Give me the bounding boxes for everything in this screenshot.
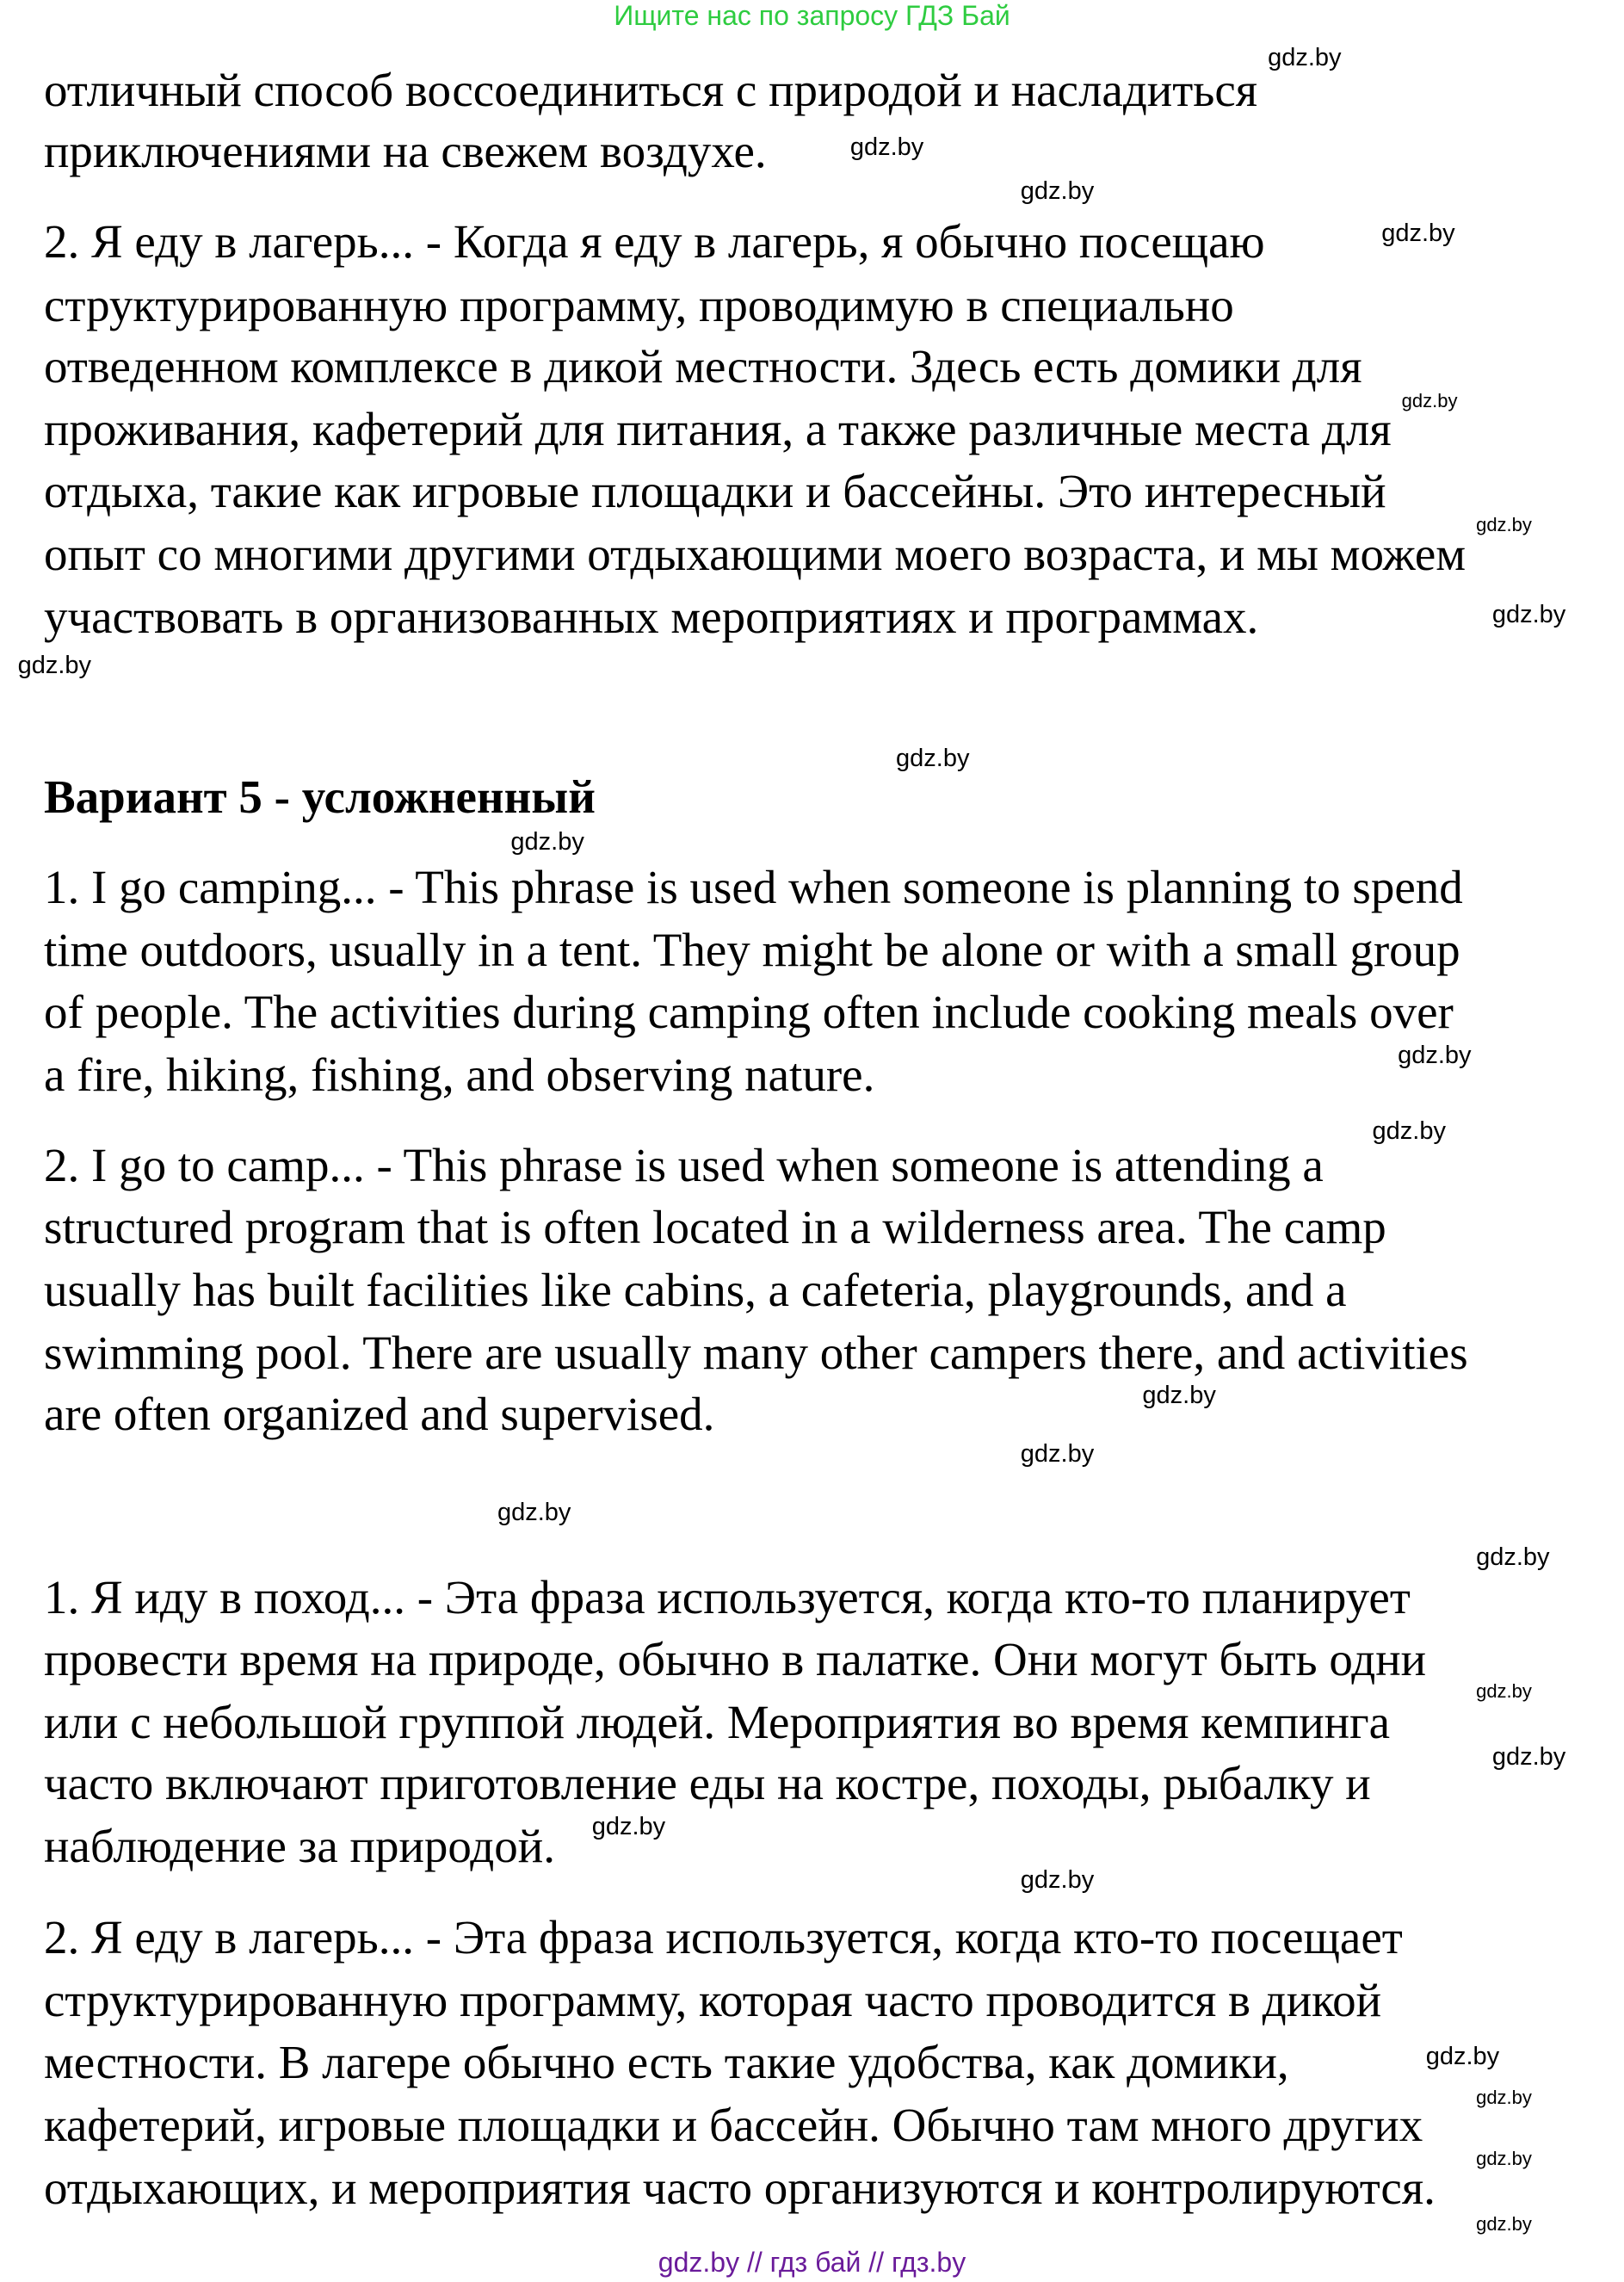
text-line: usually has built facilities like cabins, a cafeteria, playgrounds, and a [44, 1264, 1347, 1317]
text-line: или с небольшой группой людей. Мероприятия во время кемпинга [44, 1695, 1391, 1748]
text-line: a fire, hiking, fishing, and observing nature. [44, 1048, 875, 1101]
watermark: gdz.by [1476, 1543, 1550, 1571]
text-line: 1. Я иду в поход... - Эта фраза используется, когда кто-то планирует [44, 1570, 1411, 1623]
text-line: кафетерий, игровые площадки и бассейн. Обычно там много других [44, 2099, 1423, 2152]
watermark: gdz.by [1401, 390, 1458, 412]
text-line: часто включают приготовление еды на костре, походы, рыбалку и [44, 1756, 1371, 1809]
watermark: gdz.by [1425, 2042, 1500, 2070]
watermark: gdz.by [1268, 43, 1342, 71]
watermark: gdz.by [1476, 2213, 1532, 2235]
text-line: of people. The activities during camping often include cooking meals over [44, 986, 1454, 1039]
text-line: местности. В лагере обычно есть такие удобства, как домики, [44, 2036, 1289, 2089]
section-heading: Вариант 5 - усложненный [44, 770, 596, 824]
text-line: участвовать в организованных мероприятиях и программах. [44, 590, 1259, 643]
text-line: time outdoors, usually in a tent. They might be alone or with a small group [44, 923, 1460, 976]
watermark: gdz.by [1476, 2086, 1532, 2108]
text-line: structured program that is often located in a wilderness area. The camp [44, 1201, 1386, 1254]
watermark: gdz.by [1476, 2147, 1532, 2169]
text-line: структурированную программу, проводимую в специально [44, 278, 1234, 331]
watermark: gdz.by [1476, 514, 1532, 536]
watermark: gdz.by [1381, 220, 1455, 248]
watermark: gdz.by [1491, 1742, 1566, 1771]
text-line: 2. Я еду в лагерь... - Эта фраза используется, когда кто-то посещает [44, 1911, 1403, 1964]
text-line: 1. I go camping... - This phrase is used when someone is planning to spend [44, 860, 1463, 913]
header-banner: Ищите нас по запросу ГДЗ Бай [614, 0, 1010, 31]
watermark: gdz.by [17, 652, 92, 680]
text-line: провести время на природе, обычно в палатке. Они могут быть одни [44, 1633, 1427, 1686]
text-line: проживания, кафетерий для питания, а также различные места для [44, 402, 1392, 455]
text-line: наблюдение за природой. [44, 1819, 555, 1872]
text-line: отдыха, такие как игровые площадки и бассейны. Это интересный [44, 465, 1386, 518]
watermark: gdz.by [510, 827, 584, 856]
text-line: swimming pool. There are usually many other campers there, and activities [44, 1326, 1468, 1379]
watermark: gdz.by [591, 1812, 666, 1840]
text-line: структурированную программу, которая часто проводится в дикой [44, 1973, 1382, 2026]
text-line: 2. I go to camp... - This phrase is used when someone is attending a [44, 1138, 1324, 1191]
text-line: опыт со многими другими отдыхающими моего возраста, и мы можем [44, 527, 1467, 580]
watermark: gdz.by [896, 745, 970, 773]
watermark: gdz.by [1372, 1116, 1446, 1145]
watermark: gdz.by [1142, 1382, 1216, 1410]
watermark: gdz.by [1020, 177, 1095, 206]
text-line: 2. Я еду в лагерь... - Когда я еду в лагерь, я обычно посещаю [44, 214, 1265, 268]
watermark: gdz.by [1020, 1440, 1095, 1468]
footer-banner: gdz.by // гдз бай // гдз.by [658, 2247, 966, 2278]
watermark: gdz.by [849, 133, 924, 162]
text-line: are often organized and supervised. [44, 1387, 715, 1440]
text-line: отведенном комплексе в дикой местности. Здесь есть домики для [44, 339, 1362, 393]
watermark: gdz.by [1476, 1680, 1532, 1703]
watermark: gdz.by [497, 1498, 571, 1526]
watermark: gdz.by [1491, 600, 1566, 628]
text-line: отдыхающих, и мероприятия часто организуются и контролируются. [44, 2161, 1436, 2214]
text-line: отличный способ воссоединиться с природой и насладиться [44, 63, 1258, 116]
watermark: gdz.by [1020, 1866, 1095, 1895]
watermark: gdz.by [1398, 1041, 1472, 1069]
text-line: приключениями на свежем воздухе. [44, 124, 767, 177]
